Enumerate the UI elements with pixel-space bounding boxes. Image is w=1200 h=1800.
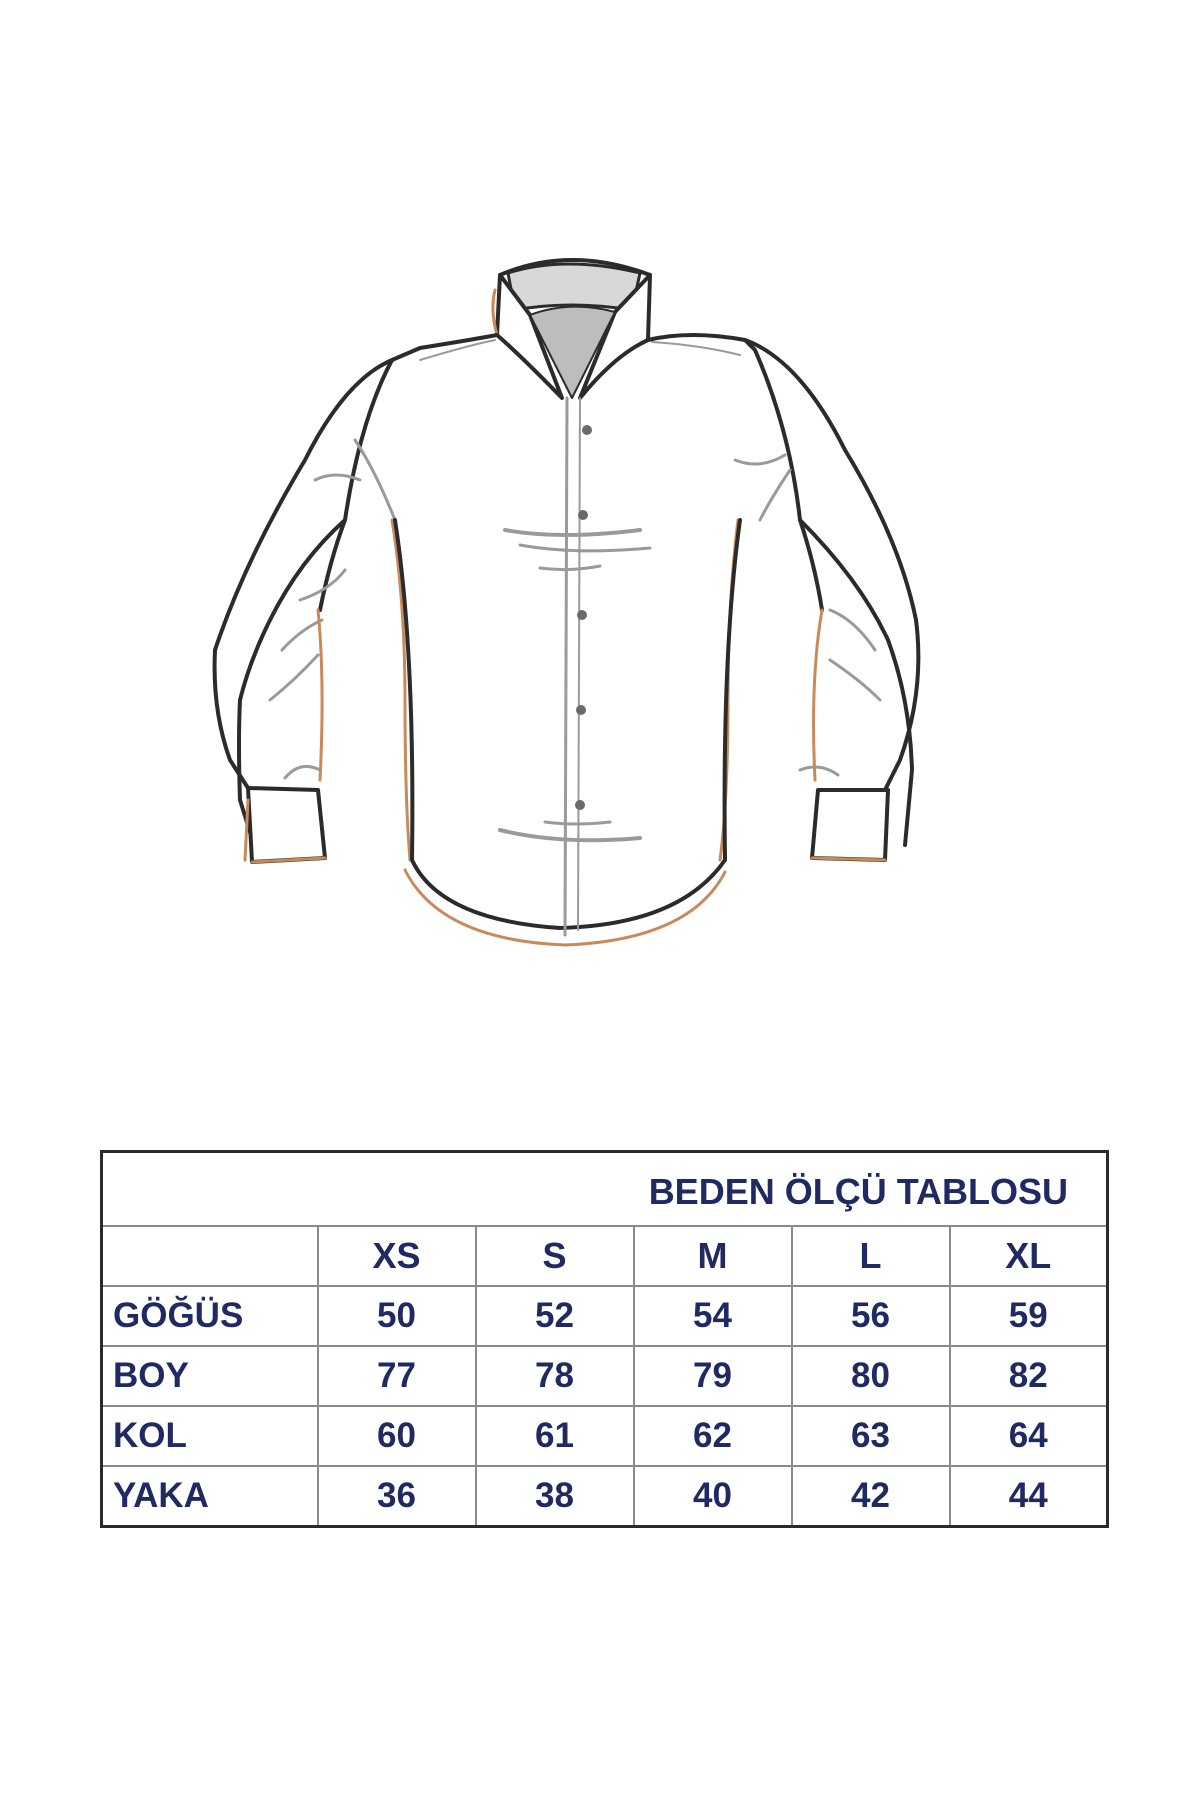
size-header-l: L	[792, 1226, 950, 1286]
table-cell: 38	[476, 1466, 634, 1527]
size-header-xs: XS	[318, 1226, 476, 1286]
row-label-yaka: YAKA	[102, 1466, 318, 1527]
table-cell: 59	[950, 1286, 1108, 1346]
table-row	[102, 1406, 1108, 1466]
table-cell: 82	[950, 1346, 1108, 1406]
row-label-kol: KOL	[102, 1406, 318, 1466]
table-cell: 62	[634, 1406, 792, 1466]
table-row	[102, 1466, 1108, 1527]
table-cell: 50	[318, 1286, 476, 1346]
table-cell: 56	[792, 1286, 950, 1346]
shirt-icon	[215, 260, 919, 945]
table-cell: 63	[792, 1406, 950, 1466]
table-cell: 61	[476, 1406, 634, 1466]
size-header-xl: XL	[950, 1226, 1108, 1286]
table-cell: 64	[950, 1406, 1108, 1466]
size-header-blank	[102, 1226, 318, 1286]
row-label-boy: BOY	[102, 1346, 318, 1406]
table-cell: 80	[792, 1346, 950, 1406]
table-cell: 36	[318, 1466, 476, 1527]
size-chart-title: BEDEN ÖLÇÜ TABLOSU	[102, 1152, 1108, 1227]
table-cell: 54	[634, 1286, 792, 1346]
row-label-gogus: GÖĞÜS	[102, 1286, 318, 1346]
table-cell: 44	[950, 1466, 1108, 1527]
table-cell: 78	[476, 1346, 634, 1406]
table-cell: 79	[634, 1346, 792, 1406]
size-header-m: M	[634, 1226, 792, 1286]
table-row	[102, 1346, 1108, 1406]
size-chart-table	[100, 1150, 1109, 1528]
table-cell: 42	[792, 1466, 950, 1527]
table-row	[102, 1286, 1108, 1346]
table-cell: 40	[634, 1466, 792, 1527]
size-header-row	[102, 1226, 1108, 1286]
size-header-s: S	[476, 1226, 634, 1286]
table-cell: 60	[318, 1406, 476, 1466]
size-chart-title-row	[102, 1152, 1108, 1227]
table-cell: 52	[476, 1286, 634, 1346]
table-cell: 77	[318, 1346, 476, 1406]
